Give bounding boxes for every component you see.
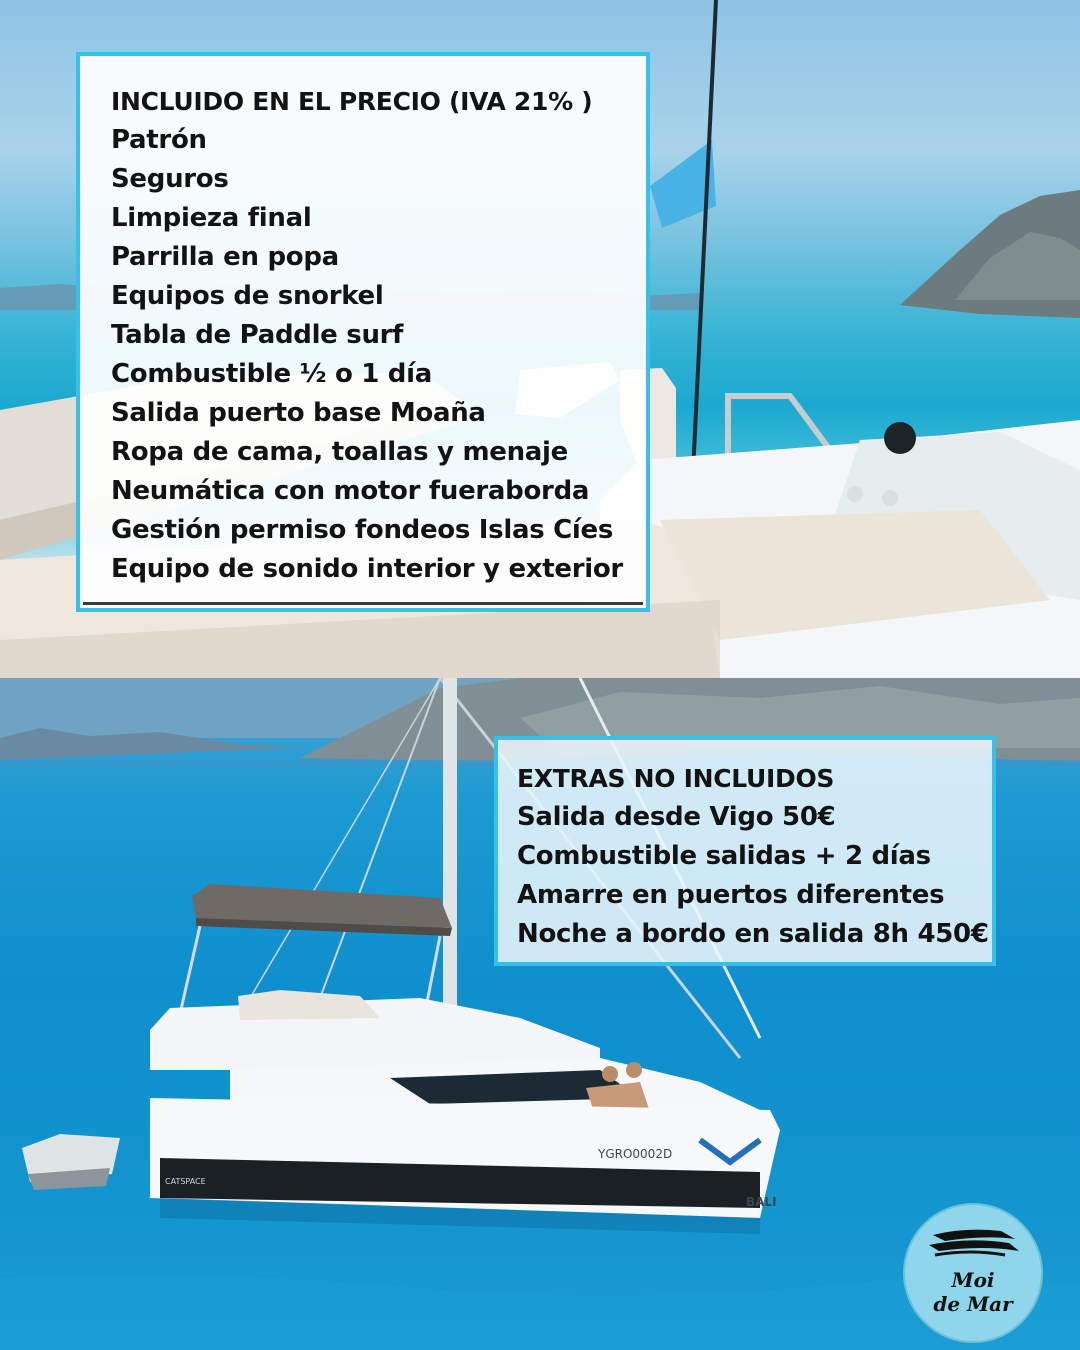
included-item: Equipo de sonido interior y exterior: [111, 554, 623, 584]
included-title: INCLUIDO EN EL PRECIO (IVA 21% ): [111, 87, 593, 116]
extras-item: Amarre en puertos diferentes: [517, 880, 945, 910]
boat-wave-icon: [905, 1205, 1041, 1341]
hull-brand: BALI: [746, 1195, 777, 1209]
included-item: Patrón: [111, 125, 207, 155]
extras-list: [517, 759, 989, 954]
included-item: Ropa de cama, toallas y menaje: [111, 437, 568, 467]
included-item: Tabla de Paddle surf: [111, 320, 404, 350]
included-item: Seguros: [111, 164, 229, 194]
included-box: [76, 52, 650, 612]
included-item: Neumática con motor fueraborda: [111, 476, 590, 506]
moi-de-mar-logo: [903, 1203, 1043, 1343]
extras-item: Combustible salidas + 2 días: [517, 841, 931, 871]
included-item: Salida puerto base Moaña: [111, 398, 486, 428]
extras-box: [494, 736, 996, 966]
hull-registration: YGRO0002D: [598, 1147, 673, 1161]
included-item: Parrilla en popa: [111, 242, 339, 272]
logo-line-1: Moi: [951, 1268, 995, 1292]
extras-item: Noche a bordo en salida 8h 450€: [517, 919, 989, 949]
included-item: Limpieza final: [111, 203, 312, 233]
included-item: Combustible ½ o 1 día: [111, 359, 432, 389]
extras-title: EXTRAS NO INCLUIDOS: [517, 764, 835, 793]
included-item: Gestión permiso fondeos Islas Cíes: [111, 515, 614, 545]
hull-model: CATSPACE: [165, 1177, 206, 1186]
logo-line-2: de Mar: [933, 1292, 1013, 1316]
included-item: Equipos de snorkel: [111, 281, 384, 311]
included-list: [111, 82, 623, 589]
extras-item: Salida desde Vigo 50€: [517, 802, 836, 832]
